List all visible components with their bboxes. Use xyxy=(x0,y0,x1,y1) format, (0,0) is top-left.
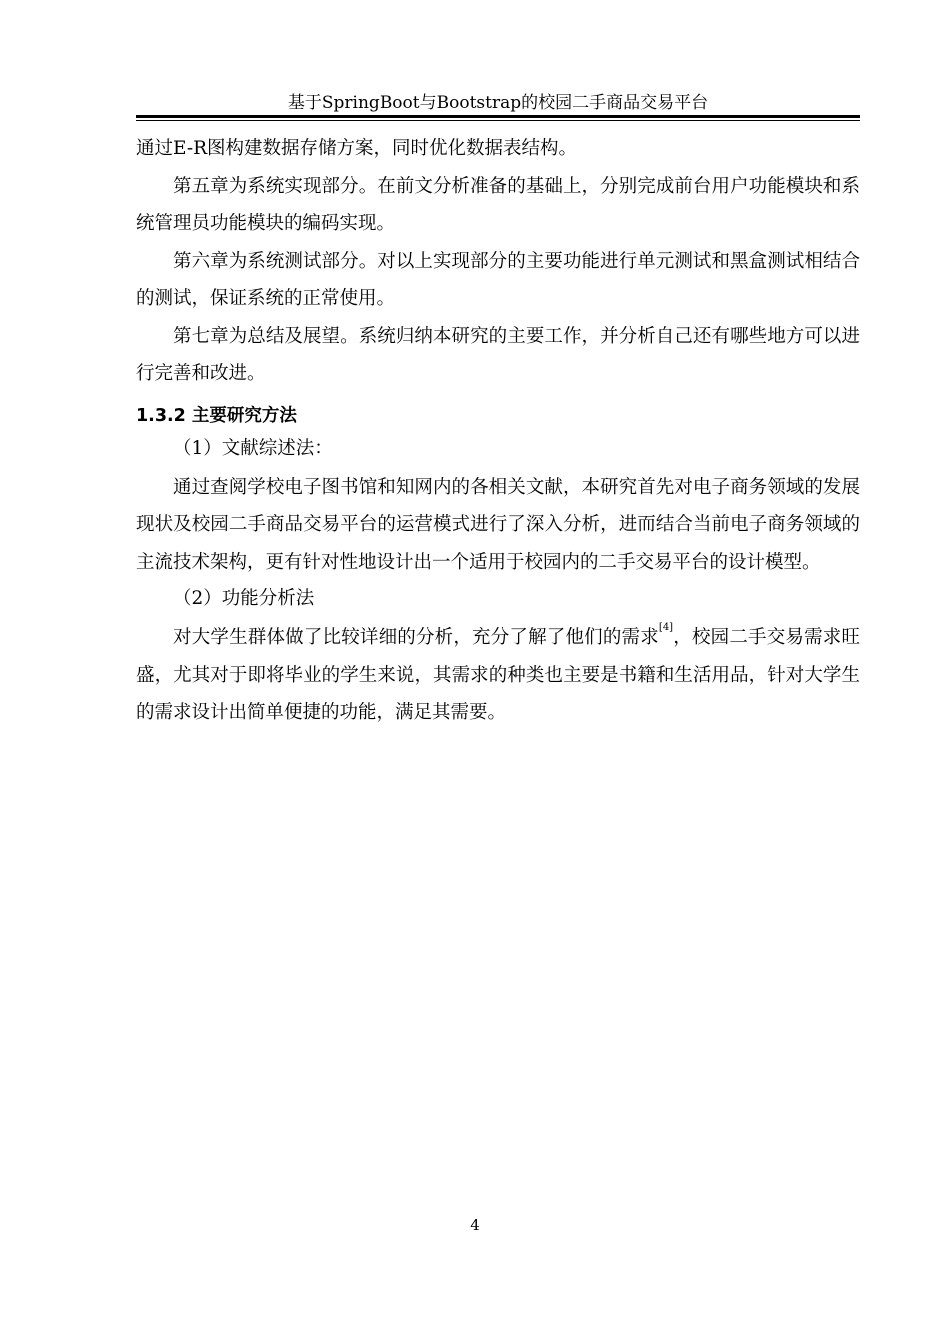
running-header: 基于SpringBoot与Bootstrap的校园二手商品交易平台 xyxy=(287,93,709,113)
citation-ref[interactable]: [4] xyxy=(658,622,674,633)
method-2-text-end: ，校园二手交易需求旺盛，尤其对于即将毕业的学生来说，其需求的种类也主要是书籍和生活用品，针对大学生的需求设计出简单便捷的功能，满足其需要。 xyxy=(136,627,860,723)
header-rule-thin xyxy=(136,120,860,121)
page-number: 4 xyxy=(470,1216,480,1234)
body-text xyxy=(136,130,860,732)
method-2-text-start: 对大学生群体做了比较详细的分析，充分了解了他们的需求 xyxy=(173,627,659,648)
method-1-paragraph: 通过查阅学校电子图书馆和知网内的各相关文献，本研究首先对电子商务领域的发展现状及校园二手商品交易平台的运营模式进行了深入分析，进而结合当前电子商务领域的主流技术架构，更有针对性地设计出一个适用于校园内的二手交易平台的设计模型。 xyxy=(136,476,860,573)
paragraph-er-diagram: 通过E-R图构建数据存储方案，同时优化数据表结构。 xyxy=(136,138,578,159)
method-2-label: （2）功能分析法 xyxy=(173,588,315,609)
paragraph-chapter-5: 第五章为系统实现部分。在前文分析准备的基础上，分别完成前台用户功能模块和系统管理员功能模块的编码实现。 xyxy=(136,175,860,234)
method-2-paragraph xyxy=(136,619,860,732)
paragraph-chapter-6: 第六章为系统测试部分。对以上实现部分的主要功能进行单元测试和黑盒测试相结合的测试，保证系统的正常使用。 xyxy=(136,250,860,309)
header-rule-thick xyxy=(136,115,860,118)
paragraph-chapter-7: 第七章为总结及展望。系统归纳本研究的主要工作，并分析自己还有哪些地方可以进行完善和改进。 xyxy=(136,325,860,384)
method-1-label: （1）文献综述法： xyxy=(173,437,333,459)
section-heading: 1.3.2 主要研究方法 xyxy=(136,405,297,426)
